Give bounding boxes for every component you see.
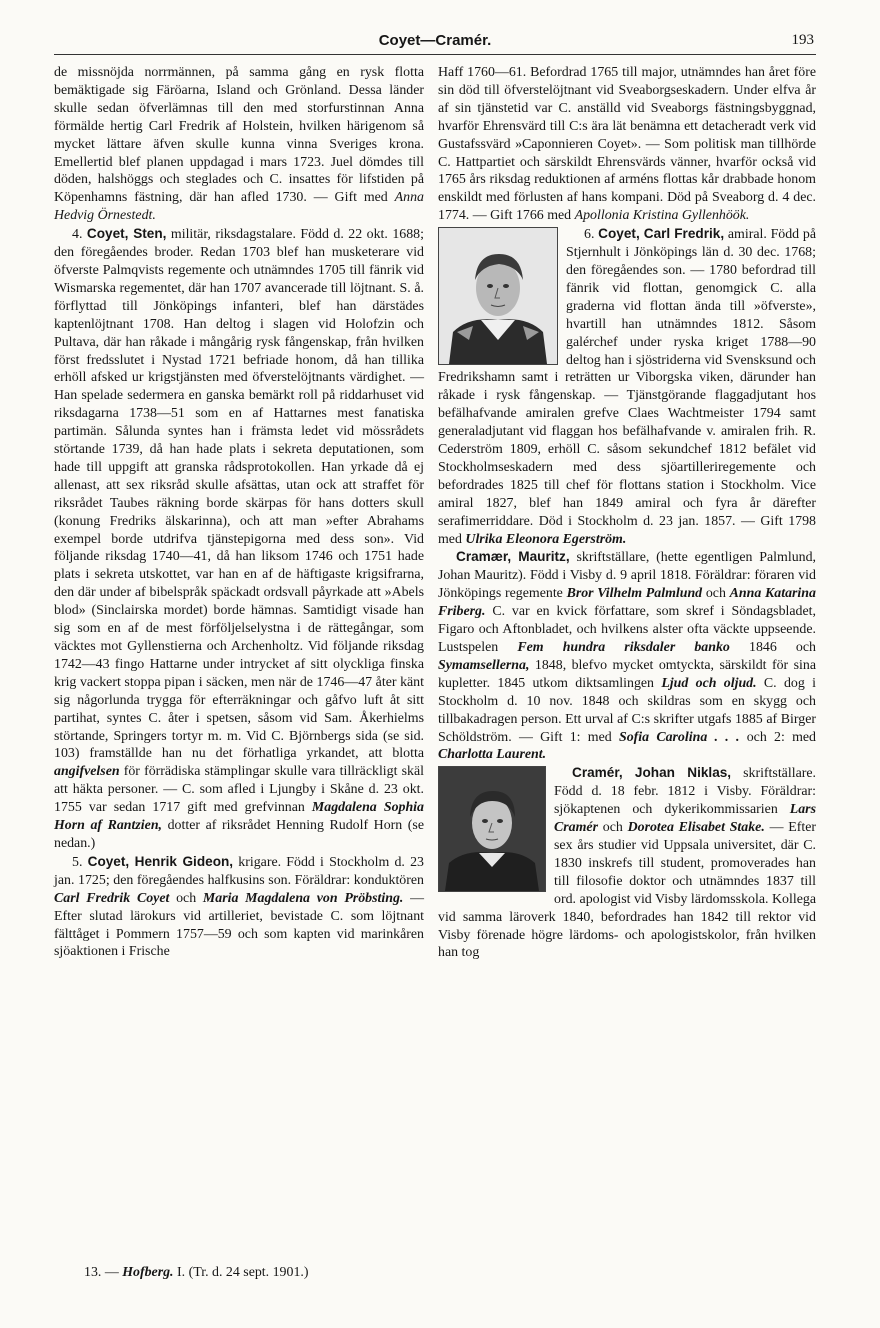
- entry-coyet-carl-fredrik: [438, 225, 816, 548]
- page-footer: [84, 1265, 309, 1281]
- entry-coyet-sten: [54, 225, 424, 853]
- conjunction: och: [705, 586, 726, 602]
- entry-text: — Efter slutad lärokurs vid artilleriet, bevistade C. som löjtnant fälttåget i Pommern 1757—59 och som kapten vid marinkåren sjöaktionen i Frische: [54, 890, 425, 960]
- entry-text: krigare. Född i Stockholm d. 23 jan. 1725; den föregåendes halfkusins son. Föräldrar: konduktören: [54, 854, 424, 888]
- paragraph-text: de missnöjda norrmännen, på samma gång en rysk flotta bemäktigade sig Färöarna, Island och Grönland. Dessa länder skulle sedan öfverlämnas till den med storfurstinnan Anna förmälde hertig Carl Fredrik af Holstein, hvilken härigenom så mycket lättare äfven skulle kunna vinna Sveriges krona. Emellertid blef planen uppdagad i mars 1723. Juel dömdes till döden, halshöggs och steglades och C. insattes för lifstiden på Köpenhamns fästning, där han afled 1730. — Gift med: [54, 65, 424, 206]
- entry-text: och 2: med: [746, 729, 816, 745]
- entry-text: amiral. Född på Stjernhult i Jönköpings län d. 30 dec. 1768; den föregåendes son. — 1780 befordrad till fänrik vid flottan, genomgick C. alla graderna vid flottan ända till »öfverste», hvartill han utnämndes 1812. Såsom galérchef under ryska kriget 1788—90 deltog han i sjöstriderna vid Svensksund och Fredrikshamn samt i reträtten ur Viborgska viken, därunder han råkade i rysk fångenskap. — Tjänstgörande flaggadjutant hos befälhafvande amiralen grefve Claes Wachtmeister 1794 samt generaladjutant vid flaggan hos befälhafvande v. amiralen frih. R. Cederström 1809, erhöll C. såsom sekundchef 1812 befälet vid Stockholmseskadern med dess sjöartilleriregemente och befordrades 1825 till chef för flottans station i Stockholm. Vice amiral 1827, blef han 1849 amiral och fyra år därefter serafimerriddare. Död i Stockholm d. 23 jan. 1857. — Gift 1798 med: [438, 227, 816, 547]
- portrait-coyet-carl-fredrik: [438, 227, 558, 365]
- entry-text: militär, riksdagstalare. Född d. 22 okt. 1688; den föregåendes broder. Redan 1703 blef han musketerare vid öfverste Palmqvists regemente och utnämndes 1705 till fänrik vid Wismarska regementet, där han 1707 avancerade till löjtnant. S. å. förflyttad till Jönköpings infanteri, blef han därstädes kaptenlöjtnant 1708. Han deltog i slagen vid Holofzin och Pultava, där han råkade i mångårig rysk fångenskap, från hvilken först fredsslutet i Nystad 1721 befriade honom, då han tillika erhöll afsked ur krigstjänsten med öfverstelöjtnants värdighet. — Han spelade sedermera en ganska bemärkt roll på riddarhuset vid riksdagarna 1738—51 som en af Hattarnes mest fanatiska partimän. Sålunda syntes han i främsta ledet vid mössrådets störtande 1739, då han hade plats i sekreta deputationen, som hade till uppgift att granska rådsprotokollen. Han yrkade då ej allenast, att sex riksråd skulle afsättas, utan ock att straffet för riksrådet Taubes räkning borde skärpas för hans dotters skull (konung Fredriks älskarinna), och att man »efter Abrahams exempel borde utdrifva tjänstepigorna med dess son». Vid följande riksdag 1740—41, då han liksom 1746 och 1751 hade plats i sekreta utskottet, var han en af de häftigaste krigsifrarna, den där under af bibelspråk späckadt ordsvall påyrkade att »Abels blod» (Sinclairska mordet) borde hämnas. Samtidigt visade han sig som en af de mest förföljelselystna i de rättegångar, som väcktes mot Gyllenstierna och Archenholtz. Vid följande riksdag 1742—43 fingo Hattarne under intrycket af sitt olyckliga finska krig vackert stoppa pipan i säcken, men när de 1746—47 åter känt sig någorlunda trygga för efterräkningar och gåfvo luft åt sitt partihat, syntes C. åter i spetsen, såsom vid Sam. Åkerhielms störtande, Springers tortyr m. m. Vid C. Björnbergs sida (se sid. 103) framställde han nu det förhatliga yrkandet, att blotta: [54, 227, 424, 762]
- book-title: Ljud och oljud.: [661, 675, 757, 691]
- entry-text: för förrädiska stämplingar skulle vara tillräckligt skäl att häkta personer. — C. som afled i Ljungby i Skåne d. 23 okt. 1755 var sedan 1717 gift med grefvinnan: [54, 764, 424, 816]
- running-title: Coyet—Cramér.: [378, 32, 492, 49]
- left-column: [54, 64, 424, 961]
- continued-paragraph: [54, 64, 424, 225]
- emphasized-word: angifvelsen: [54, 764, 120, 780]
- play-title: Fem hundra riksdaler banko: [517, 640, 730, 655]
- entry-text: skriftställare. Född d. 18 febr. 1812 i Visby. Föräldrar: sjökaptenen och dykerikommissarien: [554, 766, 816, 818]
- entry-headword: Coyet, Sten,: [86, 226, 167, 242]
- spouse-name: Ulrika Eleonora Egerström.: [465, 531, 627, 547]
- entry-headword: Coyet, Henrik Gideon,: [87, 853, 234, 869]
- page-header: [54, 32, 816, 55]
- entry-headword: Cramér, Johan Niklas,: [572, 765, 732, 781]
- mother-name: Dorotea Elisabet Stake.: [627, 820, 765, 836]
- entry-cramaer-mauritz: [438, 548, 816, 764]
- entry-text: C. var en kvick författare, som skref i Söndagsbladet, Figaro och Aftonbladet, och hvilkens alster ofta väckte uppseende. Lustspelen: [438, 604, 816, 655]
- father-name: Bror Vilhelm Palmlund: [566, 586, 703, 602]
- entry-text: — Efter sex års studier vid Uppsala universitet, där C. 1830 inskrefs till student, promoverades han till filosofie doktor och utnämndes 1837 till ord. apologist vid Visby lärdomsskola. Kollega vid samma läroverk 1840, befordrades han 1842 till rektor vid Visby förenade högre lärdoms- och apologistskolor, från hvilken han tog: [438, 820, 816, 961]
- spouse-name: Sofia Carolina . . .: [618, 729, 740, 745]
- entry-headword: Coyet, Carl Fredrik,: [598, 226, 725, 242]
- father-name: Lars Cramér: [554, 802, 816, 836]
- entry-cramer-johan-niklas: [438, 764, 816, 962]
- entry-headword: Cramær, Mauritz,: [456, 549, 570, 565]
- sheet-signature: 13. —: [84, 1265, 119, 1280]
- mother-name: Maria Magdalena von Pröbsting.: [202, 890, 404, 906]
- volume-number: I.: [177, 1265, 186, 1280]
- entry-number: 6.: [584, 227, 595, 243]
- entry-text: skriftställare, (hette egentligen Palmlund, Johan Mauritz). Född i Visby d. 9 april 1818. Föräldrar: föraren vid Jönköpings regemente: [438, 550, 817, 602]
- entry-number: 5.: [72, 854, 83, 870]
- father-name: Carl Fredrik Coyet: [54, 890, 170, 906]
- portrait-cramer-johan-niklas: [438, 766, 546, 892]
- spouse-name: Magdalena Sophia Horn af Rantzien,: [54, 800, 424, 834]
- spouse-name: Apollonia Kristina Gyllenhöök.: [574, 208, 750, 224]
- publisher-name: Hofberg.: [122, 1265, 174, 1280]
- spouse-name: Charlotta Laurent.: [438, 747, 547, 763]
- entry-text: 1846 och: [749, 640, 816, 655]
- page-number: 193: [791, 32, 814, 48]
- play-title: Symamsellerna,: [438, 657, 530, 673]
- right-column: [438, 64, 816, 962]
- entry-coyet-henrik-gideon: [54, 853, 424, 961]
- conjunction: och: [602, 820, 623, 836]
- entry-text: dotter af riksrådet Henning Rudolf Horn (se nedan.): [54, 818, 424, 851]
- continued-paragraph: [438, 64, 816, 225]
- mother-name: Anna Katarina Friberg.: [438, 586, 816, 620]
- paragraph-text: Haff 1760—61. Befordrad 1765 till major, utnämndes han året före sin död till öfverstelöjtnant vid Sveaborgseskadern. Under elfva år af sin tjänstetid var C. anställd vid Sveaborgs fästningsbyggnad, hvarför Ehrensvärd till C:s ära lät benämna ett detacheradt verk vid Gustafssvärd »Caponnieren Coyet». — Som politisk man tillhörde C. Hattpartiet och särskildt Ehrensvärds vänner, hvarför också vid 1765 års riksdag reduktionen af arméns flottas kår drabbade honom enskildt med förlusten af hans kompani. Död på Sveaborg d. 4 dec. 1774. — Gift 1766 med: [438, 65, 816, 224]
- spouse-name: Anna Hedvig Örnestedt.: [54, 190, 424, 224]
- entry-text: 1848, blefvo mycket omtyckta, särskildt för sina kupletter. 1845 utkom diktsamlingen: [438, 657, 816, 691]
- entry-text: C. dog i Stockholm d. 10 nov. 1848 och skildras som en skygg och tillbakadragen person. Ett urval af C:s skrifter utgafs 1885 af Birger Schöldström. — Gift 1: med: [438, 675, 816, 745]
- conjunction: och: [176, 890, 197, 906]
- entry-number: 4.: [72, 227, 83, 243]
- print-date: (Tr. d. 24 sept. 1901.): [188, 1265, 309, 1280]
